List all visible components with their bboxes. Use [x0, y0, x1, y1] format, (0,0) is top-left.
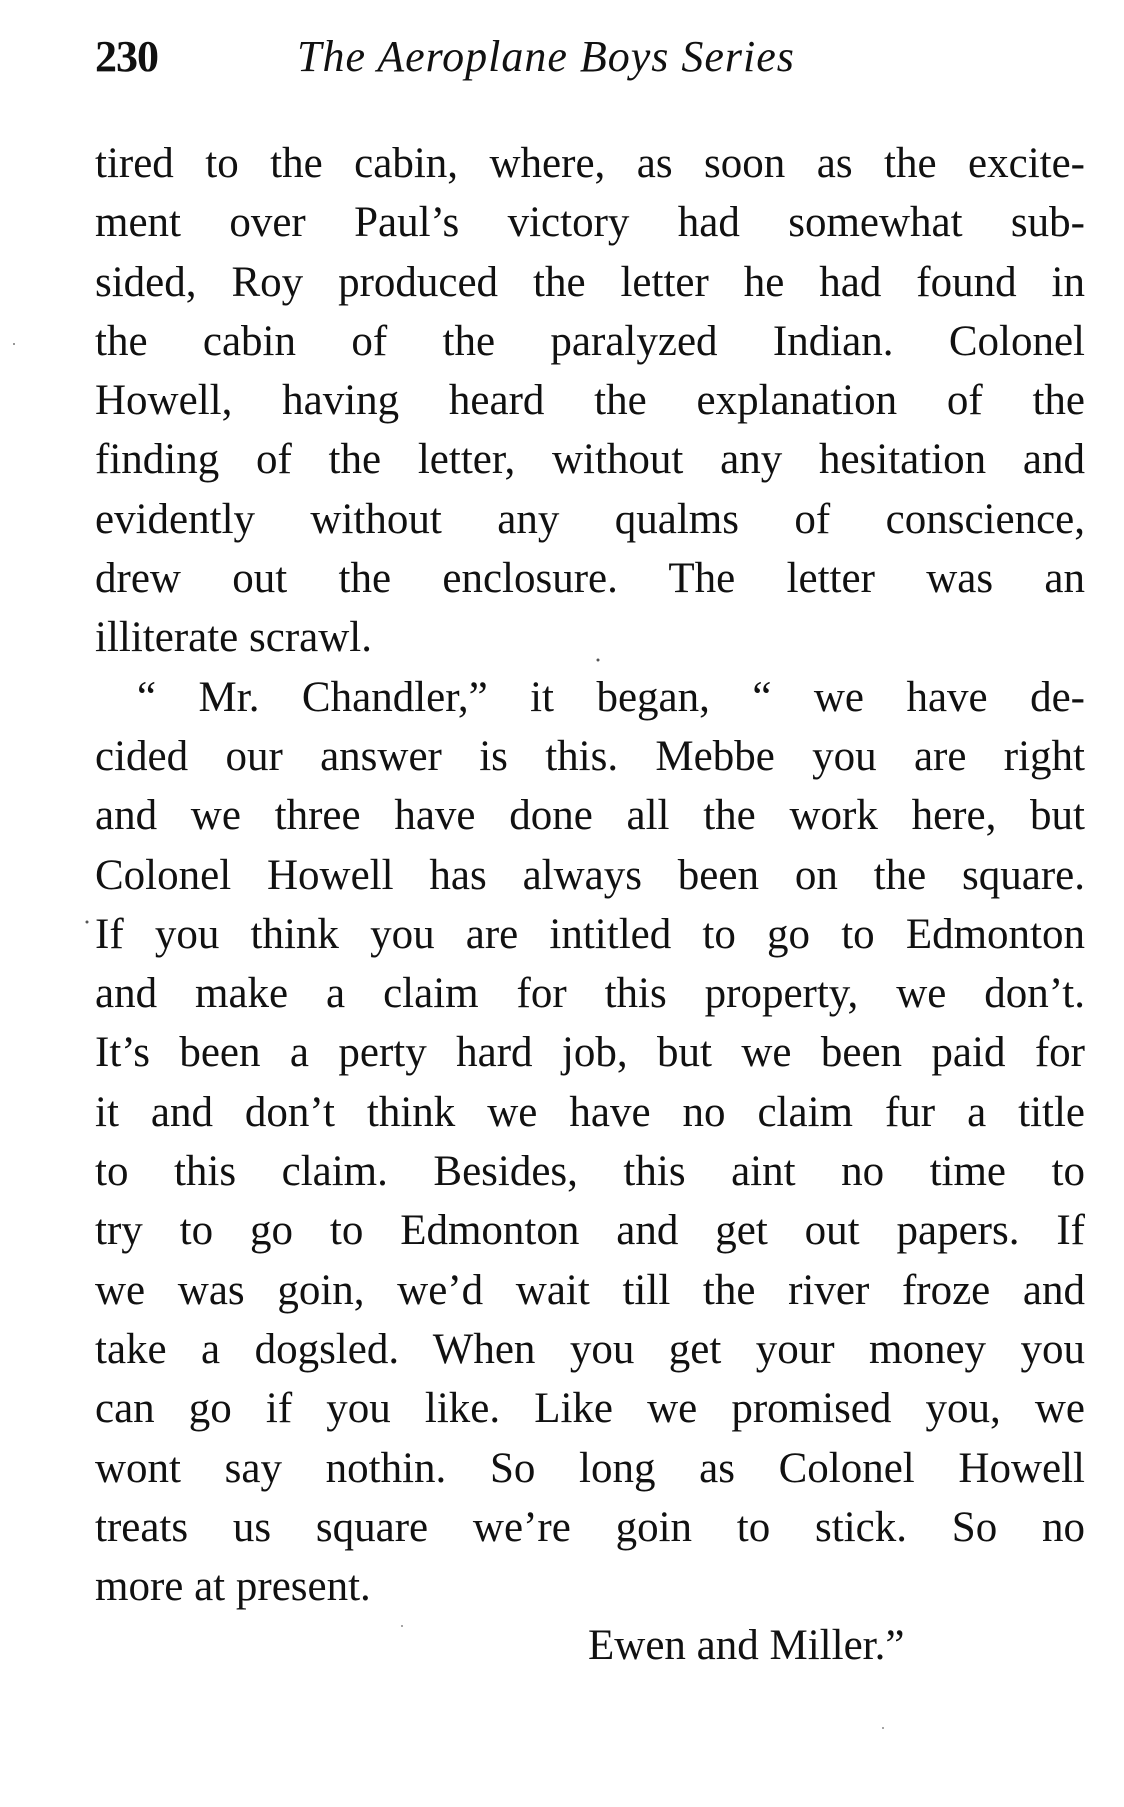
text-line-4: the cabin of the paralyzed Indian. Colonel — [95, 317, 1085, 365]
text-line-13: Colonel Howell has always been on the square. — [95, 851, 1085, 899]
text-line-15: and make a claim for this property, we don’t. — [95, 970, 1085, 1018]
text-line-8: drew out the enclosure. The letter was an — [95, 555, 1085, 603]
text-line-12: and we three have done all the work here, but — [95, 792, 1085, 840]
text-line-18: to this claim. Besides, this aint no time to — [95, 1148, 1085, 1196]
text-line-3: sided, Roy produced the letter he had found in — [95, 258, 1085, 306]
text-line-10: “ Mr. Chandler,” it began, “ we have de- — [137, 673, 1085, 721]
text-line-6: finding of the letter, without any hesitation and — [95, 436, 1085, 484]
text-line-14: If you think you are intitled to go to Edmonton — [95, 910, 1085, 958]
speck — [597, 659, 600, 662]
speck — [882, 1727, 884, 1729]
text-line-22: can go if you like. Like we promised you, we — [95, 1385, 1085, 1433]
text-line-21: take a dogsled. When you get your money you — [95, 1325, 1085, 1373]
speck — [13, 343, 15, 345]
text-line-19: try to go to Edmonton and get out papers. If — [95, 1207, 1085, 1255]
letter-signature: Ewen and Miller.” — [588, 1622, 905, 1670]
text-line-24: treats us square we’re goin to stick. So no — [95, 1503, 1085, 1551]
text-line-1: tired to the cabin, where, as soon as the excite- — [95, 140, 1085, 187]
text-line-11: cided our answer is this. Mebbe you are right — [95, 732, 1085, 780]
text-line-2: ment over Paul’s victory had somewhat sub- — [95, 199, 1085, 247]
text-line-23: wont say nothin. So long as Colonel Howell — [95, 1444, 1085, 1492]
page-number: 230 — [95, 32, 158, 81]
text-line-7: evidently without any qualms of conscience, — [95, 495, 1085, 543]
text-line-25: more at present. — [95, 1563, 371, 1611]
text-line-9: illiterate scrawl. — [95, 614, 372, 662]
running-head: The Aeroplane Boys Series — [297, 32, 795, 81]
text-line-17: it and don’t think we have no claim fur a title — [95, 1088, 1085, 1136]
speck — [86, 921, 89, 924]
speck — [401, 1625, 403, 1627]
text-line-5: Howell, having heard the explanation of the — [95, 377, 1085, 425]
text-line-20: we was goin, we’d wait till the river froze and — [95, 1266, 1085, 1314]
text-line-16: It’s been a perty hard job, but we been paid for — [95, 1029, 1085, 1077]
